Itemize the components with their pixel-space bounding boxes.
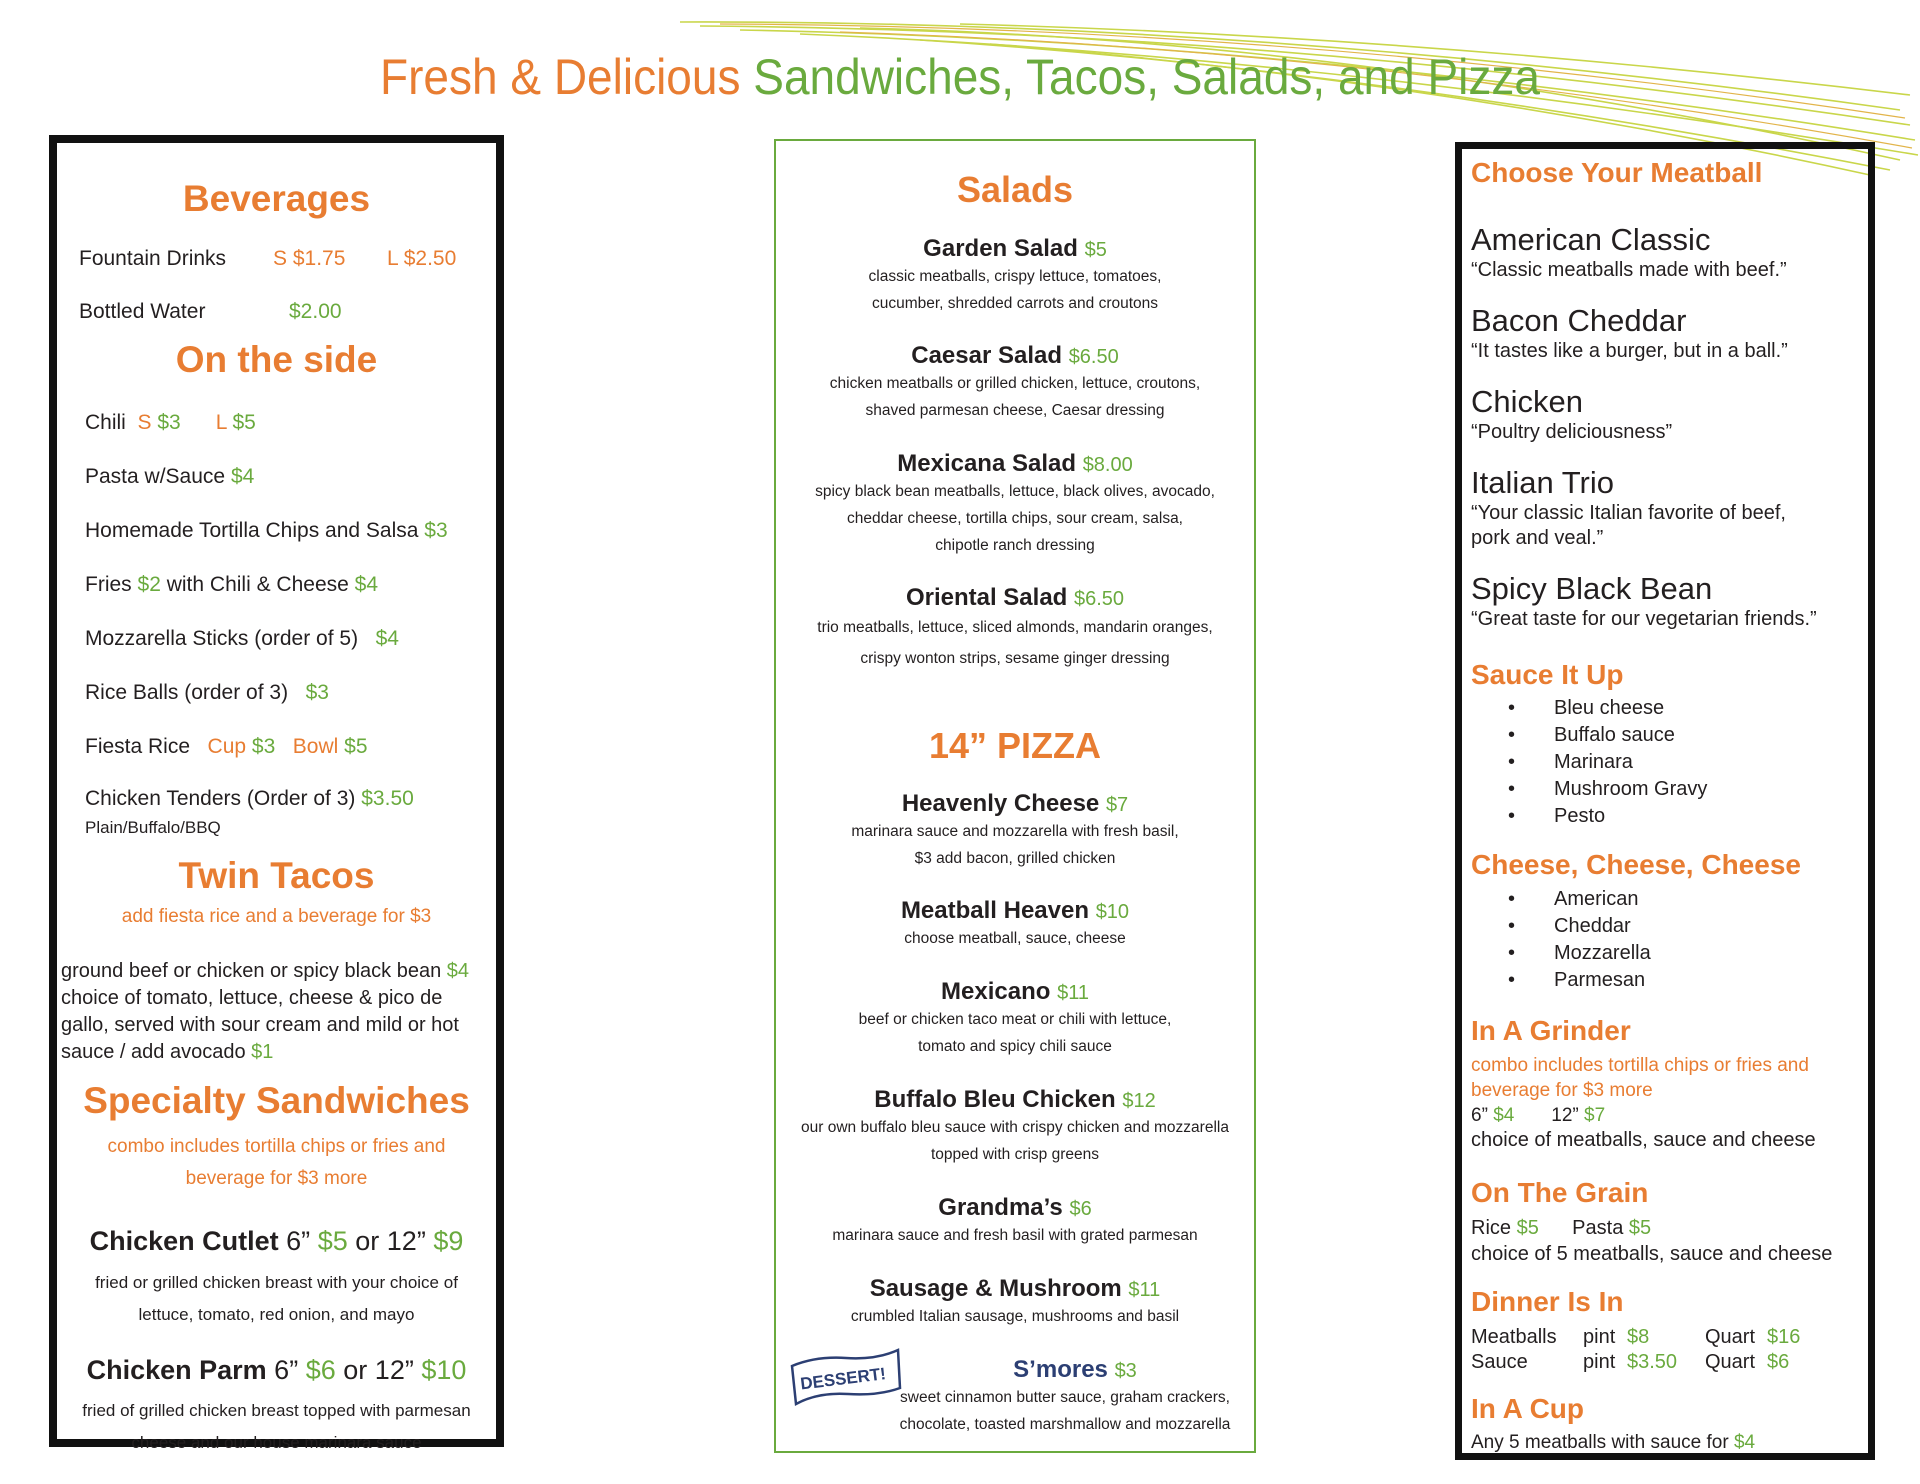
fiesta-cup-label: Cup bbox=[207, 735, 247, 758]
tacos-price: $4 bbox=[446, 960, 470, 982]
salad-desc-line: classic meatballs, crispy lettuce, tomatoes, bbox=[868, 268, 1162, 285]
smores-name: S’mores bbox=[1013, 1356, 1108, 1383]
twin-tacos-desc bbox=[61, 958, 469, 1066]
sauce-item: • Marinara bbox=[1462, 749, 1707, 776]
chicken-cutlet-desc bbox=[57, 1267, 496, 1331]
sauce-heading: Sauce It Up bbox=[1471, 659, 1624, 690]
dinner-quart-price: $16 bbox=[1767, 1326, 1801, 1348]
grinder-sub-2: beverage for $3 more bbox=[1471, 1080, 1653, 1101]
salad-price: $5 bbox=[1084, 239, 1107, 261]
meatball-spicy-black-bean bbox=[1471, 571, 1817, 632]
pizza-desc-line: beef or chicken taco meat or chili with lettuce, bbox=[858, 1011, 1172, 1028]
meatball-american-classic bbox=[1471, 222, 1787, 283]
pasta-price: $4 bbox=[230, 465, 255, 488]
grinder-price-1: $4 bbox=[1493, 1105, 1515, 1126]
cheese-item: • American bbox=[1462, 886, 1651, 913]
dessert-banner-text: DESSERT! bbox=[799, 1364, 887, 1394]
specialty-sandwiches-sub bbox=[57, 1131, 496, 1195]
cheese-item: • Parmesan bbox=[1462, 967, 1651, 994]
tacos-line-3: gallo, served with sour cream and mild or hot bbox=[61, 1014, 459, 1036]
cutlet-desc-1: fried or grilled chicken breast with your choice of bbox=[95, 1273, 458, 1292]
pizza-name: Sausage & Mushroom bbox=[869, 1275, 1122, 1302]
cutlet-name: Chicken Cutlet bbox=[89, 1226, 279, 1256]
pizza-heavenly-cheese bbox=[776, 790, 1254, 872]
on-the-side-heading: On the side bbox=[175, 339, 378, 380]
pizza-price: $7 bbox=[1105, 794, 1129, 816]
pizza-desc-line: $3 add bacon, grilled chicken bbox=[914, 850, 1116, 867]
dinner-quart-price: $6 bbox=[1767, 1351, 1790, 1373]
fries-extra-price: $4 bbox=[354, 573, 379, 596]
parm-size-2: 12” bbox=[374, 1355, 414, 1385]
salad-name: Caesar Salad bbox=[911, 342, 1063, 369]
fountain-drinks-name: Fountain Drinks bbox=[79, 247, 227, 270]
tacos-line-2: choice of tomato, lettuce, cheese & pico de bbox=[61, 987, 443, 1009]
grain-pasta: Pasta bbox=[1572, 1217, 1624, 1239]
sauce-item: • Buffalo sauce bbox=[1462, 722, 1707, 749]
cutlet-or: or bbox=[355, 1226, 380, 1256]
sandwiches-sub-2: beverage for $3 more bbox=[185, 1168, 368, 1189]
dinner-quart-label: Quart bbox=[1705, 1326, 1756, 1348]
salad-desc-line: chipotle ranch dressing bbox=[935, 537, 1095, 554]
dinner-heading: Dinner Is In bbox=[1471, 1286, 1624, 1317]
grinder-sub-1: combo includes tortilla chips or fries and bbox=[1471, 1055, 1809, 1076]
smores-price: $3 bbox=[1114, 1360, 1137, 1382]
fountain-drinks-small: S $1.75 bbox=[273, 247, 346, 270]
tacos-line-1: ground beef or chicken or spicy black bean bbox=[61, 960, 442, 982]
parm-size-1: 6” bbox=[274, 1355, 299, 1385]
salad-desc-line: trio meatballs, lettuce, sliced almonds, mandarin oranges, bbox=[817, 619, 1213, 636]
beverages-heading: Beverages bbox=[182, 178, 371, 219]
rice-balls-item bbox=[85, 681, 329, 705]
pizza-desc-line: marinara sauce and fresh basil with grated parmesan bbox=[832, 1227, 1198, 1244]
fries-name: Fries bbox=[85, 573, 132, 596]
pizza-price: $11 bbox=[1057, 982, 1089, 1004]
salad-name: Mexicana Salad bbox=[897, 450, 1077, 477]
parm-desc-2: cheese and our house marinara sauce bbox=[131, 1433, 422, 1452]
salad-price: $6.50 bbox=[1068, 346, 1119, 368]
pizza-name: Grandma’s bbox=[938, 1194, 1063, 1221]
pizza-desc-line: crumbled Italian sausage, mushrooms and basil bbox=[850, 1308, 1180, 1325]
rice-balls-name: Rice Balls (order of 3) bbox=[85, 681, 289, 704]
grinder-price-2: $7 bbox=[1584, 1105, 1606, 1126]
cup-desc: Any 5 meatballs with sauce for bbox=[1471, 1432, 1729, 1453]
chili-large-price: $5 bbox=[232, 411, 256, 434]
rice-balls-price: $3 bbox=[305, 681, 329, 704]
cheese-item: • Cheddar bbox=[1462, 913, 1651, 940]
page-title bbox=[77, 48, 1843, 106]
salad-desc-line: chicken meatballs or grilled chicken, lettuce, croutons, bbox=[829, 375, 1201, 392]
cup-details bbox=[1471, 1432, 1755, 1454]
chili-small-label: S bbox=[137, 411, 152, 434]
twin-tacos-heading: Twin Tacos bbox=[178, 855, 375, 896]
fiesta-bowl-price: $5 bbox=[344, 735, 368, 758]
sauce-item: • Bleu cheese bbox=[1462, 695, 1707, 722]
salad-oriental bbox=[776, 584, 1254, 674]
chicken-parm-title bbox=[57, 1355, 496, 1386]
meatball-desc: “Great taste for our vegetarian friends.” bbox=[1471, 608, 1817, 630]
dinner-pint-label: pint bbox=[1583, 1351, 1616, 1373]
cup-price: $4 bbox=[1733, 1432, 1756, 1453]
left-menu-panel bbox=[49, 135, 504, 1452]
grinder-details bbox=[1471, 1053, 1816, 1153]
meatball-italian-trio bbox=[1471, 465, 1786, 551]
pizza-buffalo-bleu bbox=[776, 1086, 1254, 1168]
chili-small-price: $3 bbox=[157, 411, 181, 434]
dinner-table bbox=[1471, 1325, 1871, 1375]
tenders-item bbox=[85, 787, 414, 811]
dinner-pint-label: pint bbox=[1583, 1326, 1616, 1348]
pizza-desc-line: topped with crisp greens bbox=[930, 1146, 1099, 1163]
dinner-pint-price: $3.50 bbox=[1627, 1351, 1678, 1373]
pasta-item bbox=[85, 465, 254, 489]
tenders-name: Chicken Tenders (Order of 3) bbox=[85, 787, 356, 810]
pizza-mexicano bbox=[776, 978, 1254, 1060]
pizza-desc-line: choose meatball, sauce, cheese bbox=[904, 930, 1126, 947]
dinner-row bbox=[1471, 1350, 1871, 1375]
grinder-size-2: 12” bbox=[1551, 1105, 1579, 1126]
grain-heading: On The Grain bbox=[1471, 1177, 1649, 1208]
bottled-water-name: Bottled Water bbox=[79, 300, 206, 323]
grinder-desc: choice of meatballs, sauce and cheese bbox=[1471, 1129, 1816, 1151]
cheese-list bbox=[1462, 886, 1651, 994]
salad-desc-line: cheddar cheese, tortilla chips, sour cream, salsa, bbox=[847, 510, 1183, 527]
dinner-quart-label: Quart bbox=[1705, 1351, 1756, 1373]
grain-rice-price: $5 bbox=[1516, 1217, 1539, 1239]
grain-pasta-price: $5 bbox=[1628, 1217, 1652, 1239]
pizza-desc-line: marinara sauce and mozzarella with fresh basil, bbox=[851, 823, 1179, 840]
chili-large-label: L bbox=[215, 411, 227, 434]
cutlet-size-2: 12” bbox=[386, 1226, 426, 1256]
fiesta-rice-item bbox=[85, 735, 368, 759]
meatball-desc: “Your classic Italian favorite of beef, bbox=[1471, 502, 1786, 524]
meatball-desc: “Classic meatballs made with beef.” bbox=[1471, 259, 1787, 281]
middle-menu-panel bbox=[774, 139, 1256, 1453]
pizza-heading: 14” PIZZA bbox=[928, 725, 1102, 766]
parm-name: Chicken Parm bbox=[86, 1355, 267, 1385]
salad-desc-line: cucumber, shredded carrots and croutons bbox=[871, 295, 1159, 312]
dessert-smores bbox=[836, 1356, 1314, 1438]
parm-desc-1: fried of grilled chicken breast topped with parmesan bbox=[82, 1401, 471, 1420]
choose-meatball-heading: Choose Your Meatball bbox=[1471, 157, 1763, 188]
fries-price: $2 bbox=[137, 573, 161, 596]
fries-item bbox=[85, 573, 378, 597]
sandwiches-sub-1: combo includes tortilla chips or fries and bbox=[107, 1136, 446, 1157]
sauce-list bbox=[1462, 695, 1707, 830]
fiesta-bowl-label: Bowl bbox=[292, 735, 339, 758]
fountain-drinks-large: L $2.50 bbox=[387, 247, 457, 270]
grain-rice: Rice bbox=[1471, 1217, 1512, 1239]
tenders-note: Plain/Buffalo/BBQ bbox=[85, 818, 221, 837]
pizza-price: $10 bbox=[1095, 901, 1130, 923]
grinder-size-1: 6” bbox=[1471, 1105, 1488, 1126]
title-part-1: Fresh & Delicious bbox=[380, 49, 754, 105]
fiesta-rice-name: Fiesta Rice bbox=[85, 735, 191, 758]
meatball-name: Spicy Black Bean bbox=[1471, 571, 1713, 606]
parm-price-2: $10 bbox=[421, 1355, 467, 1385]
meatball-name: Chicken bbox=[1471, 384, 1583, 419]
meatball-chicken bbox=[1471, 384, 1672, 445]
chicken-cutlet-title bbox=[57, 1226, 496, 1257]
tenders-price: $3.50 bbox=[361, 787, 414, 810]
mozzarella-item bbox=[85, 627, 399, 651]
chips-name: Homemade Tortilla Chips and Salsa bbox=[85, 519, 419, 542]
grain-details bbox=[1471, 1215, 1832, 1267]
right-menu-panel bbox=[1455, 142, 1875, 1460]
pizza-price: $12 bbox=[1122, 1090, 1156, 1112]
cheese-heading: Cheese, Cheese, Cheese bbox=[1471, 849, 1801, 880]
pizza-name: Mexicano bbox=[941, 978, 1051, 1005]
specialty-sandwiches-heading: Specialty Sandwiches bbox=[83, 1080, 470, 1121]
meatball-name: Bacon Cheddar bbox=[1471, 303, 1687, 338]
pizza-desc-line: our own buffalo bleu sauce with crispy chicken and mozzarella bbox=[801, 1119, 1229, 1136]
dinner-item-name: Sauce bbox=[1471, 1351, 1528, 1373]
salad-desc-line: crispy wonton strips, sesame ginger dressing bbox=[860, 650, 1170, 667]
meatball-name: Italian Trio bbox=[1471, 465, 1615, 500]
salad-garden bbox=[776, 235, 1254, 317]
meatball-desc: pork and veal.” bbox=[1471, 527, 1604, 549]
salad-desc-line: spicy black bean meatballs, lettuce, black olives, avocado, bbox=[815, 483, 1215, 500]
chicken-parm-desc bbox=[57, 1395, 496, 1459]
pizza-name: Buffalo Bleu Chicken bbox=[874, 1086, 1116, 1113]
cutlet-price-1: $5 bbox=[317, 1226, 348, 1256]
salads-heading: Salads bbox=[956, 169, 1074, 210]
smores-desc-line: chocolate, toasted marshmallow and mozzarella bbox=[899, 1416, 1231, 1433]
salad-caesar bbox=[776, 342, 1254, 424]
dessert-banner bbox=[786, 1348, 906, 1408]
pizza-sausage-mushroom bbox=[776, 1275, 1254, 1330]
bottled-water-price: $2.00 bbox=[289, 300, 342, 323]
mozzarella-price: $4 bbox=[375, 627, 399, 650]
cutlet-price-2: $9 bbox=[433, 1226, 464, 1256]
cutlet-desc-2: lettuce, tomato, red onion, and mayo bbox=[138, 1305, 415, 1324]
salad-desc-line: shaved parmesan cheese, Caesar dressing bbox=[865, 402, 1165, 419]
salad-price: $6.50 bbox=[1074, 588, 1125, 610]
pizza-grandmas bbox=[776, 1194, 1254, 1249]
chips-item bbox=[85, 519, 448, 543]
parm-price-1: $6 bbox=[305, 1355, 336, 1385]
salad-mexicana bbox=[776, 450, 1254, 559]
cheese-item: • Mozzarella bbox=[1462, 940, 1651, 967]
meatball-name: American Classic bbox=[1471, 222, 1711, 257]
pizza-price: $6 bbox=[1069, 1198, 1092, 1220]
fiesta-cup-price: $3 bbox=[251, 735, 276, 758]
tacos-line-4: sauce / add avocado bbox=[61, 1041, 246, 1063]
meatball-bacon-cheddar bbox=[1471, 303, 1788, 364]
pasta-name: Pasta w/Sauce bbox=[85, 465, 226, 488]
avocado-price: $1 bbox=[251, 1041, 274, 1063]
grinder-heading: In A Grinder bbox=[1471, 1015, 1631, 1046]
pizza-price: $11 bbox=[1128, 1279, 1161, 1301]
dinner-pint-price: $8 bbox=[1627, 1326, 1650, 1348]
title-part-2: Sandwiches, Tacos, Salads, and Pizza bbox=[753, 49, 1540, 105]
meatball-desc: “It tastes like a burger, but in a ball.” bbox=[1471, 340, 1788, 362]
sauce-item: • Mushroom Gravy bbox=[1462, 776, 1707, 803]
parm-or: or bbox=[343, 1355, 368, 1385]
meatball-desc: “Poultry deliciousness” bbox=[1471, 421, 1673, 443]
cup-heading: In A Cup bbox=[1471, 1393, 1585, 1424]
cutlet-size-1: 6” bbox=[286, 1226, 311, 1256]
chili-name: Chili bbox=[85, 411, 126, 434]
chips-price: $3 bbox=[424, 519, 448, 542]
fries-extra: with Chili & Cheese bbox=[166, 573, 349, 596]
pizza-desc-line: tomato and spicy chili sauce bbox=[918, 1038, 1112, 1055]
pizza-meatball-heaven bbox=[776, 897, 1254, 952]
salad-price: $8.00 bbox=[1082, 454, 1133, 476]
salad-name: Oriental Salad bbox=[905, 584, 1068, 611]
chili-item bbox=[85, 411, 256, 435]
pizza-name: Heavenly Cheese bbox=[901, 790, 1100, 817]
pizza-name: Meatball Heaven bbox=[900, 897, 1090, 924]
grain-desc: choice of 5 meatballs, sauce and cheese bbox=[1471, 1243, 1833, 1265]
salad-name: Garden Salad bbox=[923, 235, 1078, 262]
sauce-item: • Pesto bbox=[1462, 803, 1707, 830]
twin-tacos-sub: add fiesta rice and a beverage for $3 bbox=[121, 906, 432, 927]
dinner-item-name: Meatballs bbox=[1471, 1326, 1557, 1348]
smores-desc-line: sweet cinnamon butter sauce, graham crackers, bbox=[900, 1389, 1230, 1406]
dinner-row bbox=[1471, 1325, 1871, 1350]
mozzarella-name: Mozzarella Sticks (order of 5) bbox=[85, 627, 359, 650]
